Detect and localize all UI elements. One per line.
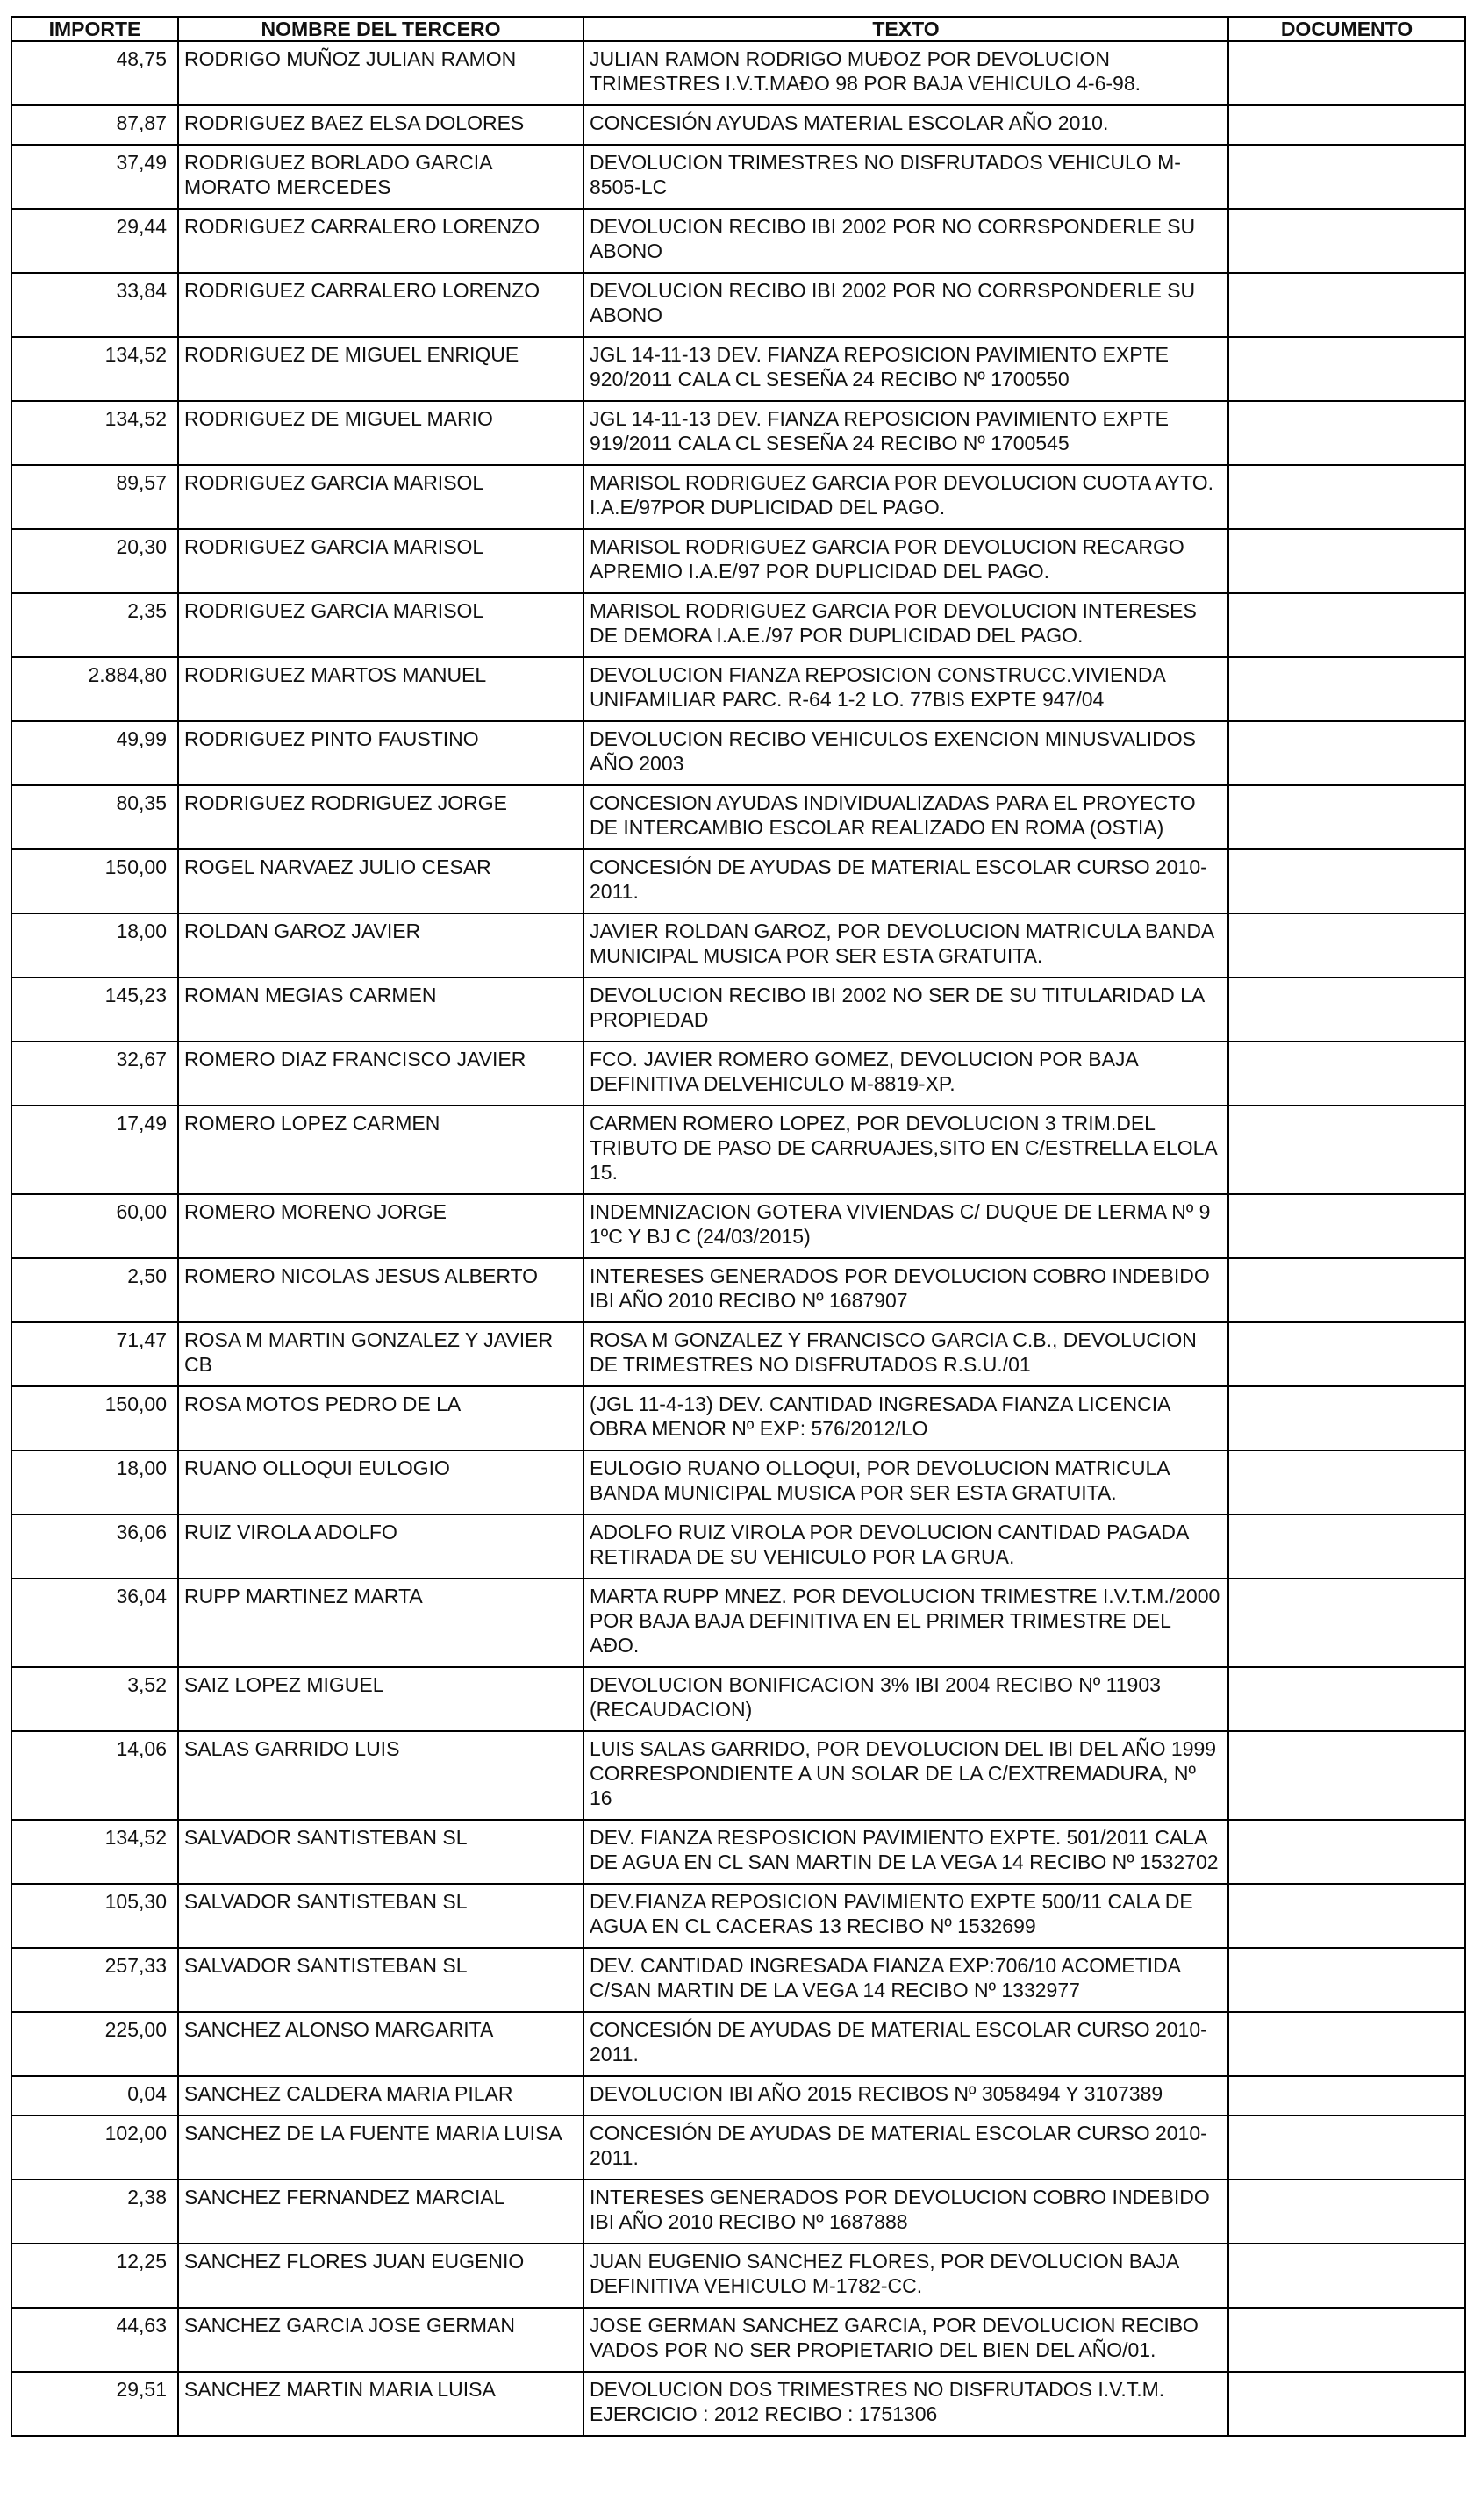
nombre-cell: ROLDAN GAROZ JAVIER [178, 913, 583, 977]
importe-cell: 0,04 [11, 2076, 178, 2116]
nombre-cell: SANCHEZ GARCIA JOSE GERMAN [178, 2308, 583, 2372]
table-row [11, 1884, 1465, 1948]
table-row [11, 209, 1465, 273]
texto-cell: ROSA M GONZALEZ Y FRANCISCO GARCIA C.B., DEVOLUCION DE TRIMESTRES NO DISFRUTADOS R.S.U./01 [583, 1322, 1228, 1386]
nombre-cell: SANCHEZ FLORES JUAN EUGENIO [178, 2244, 583, 2308]
nombre-cell: SALAS GARRIDO LUIS [178, 1731, 583, 1820]
importe-cell: 87,87 [11, 105, 178, 145]
table-row [11, 2180, 1465, 2244]
nombre-cell: SALVADOR SANTISTEBAN SL [178, 1820, 583, 1884]
importe-cell: 3,52 [11, 1667, 178, 1731]
nombre-cell: SANCHEZ ALONSO MARGARITA [178, 2012, 583, 2076]
documento-cell [1228, 1194, 1465, 1258]
nombre-cell: RODRIGUEZ DE MIGUEL ENRIQUE [178, 337, 583, 401]
texto-cell: DEVOLUCION RECIBO VEHICULOS EXENCION MINUSVALIDOS AÑO 2003 [583, 721, 1228, 785]
importe-cell: 32,67 [11, 1042, 178, 1106]
documento-cell [1228, 593, 1465, 657]
documento-cell [1228, 41, 1465, 105]
table-row [11, 721, 1465, 785]
importe-cell: 36,04 [11, 1579, 178, 1667]
nombre-cell: SANCHEZ CALDERA MARIA PILAR [178, 2076, 583, 2116]
texto-cell: DEVOLUCION RECIBO IBI 2002 POR NO CORRSPONDERLE SU ABONO [583, 273, 1228, 337]
texto-cell: CONCESIÓN DE AYUDAS DE MATERIAL ESCOLAR CURSO 2010-2011. [583, 2116, 1228, 2180]
table-row [11, 593, 1465, 657]
records-table [11, 16, 1466, 2437]
texto-cell: MARTA RUPP MNEZ. POR DEVOLUCION TRIMESTRE I.V.T.M./2000 POR BAJA BAJA DEFINITIVA EN EL PRIMER TRIMESTRE DEL AĐO. [583, 1579, 1228, 1667]
table-row [11, 401, 1465, 465]
table-row [11, 1194, 1465, 1258]
importe-cell: 12,25 [11, 2244, 178, 2308]
importe-cell: 49,99 [11, 721, 178, 785]
nombre-cell: RODRIGO MUÑOZ JULIAN RAMON [178, 41, 583, 105]
documento-cell [1228, 1450, 1465, 1514]
documento-cell [1228, 1884, 1465, 1948]
importe-cell: 71,47 [11, 1322, 178, 1386]
texto-cell: MARISOL RODRIGUEZ GARCIA POR DEVOLUCION CUOTA AYTO. I.A.E/97POR DUPLICIDAD DEL PAGO. [583, 465, 1228, 529]
documento-cell [1228, 1579, 1465, 1667]
nombre-cell: RODRIGUEZ GARCIA MARISOL [178, 465, 583, 529]
table-row [11, 2308, 1465, 2372]
importe-cell: 89,57 [11, 465, 178, 529]
importe-cell: 29,51 [11, 2372, 178, 2436]
table-row [11, 1450, 1465, 1514]
texto-cell: LUIS SALAS GARRIDO, POR DEVOLUCION DEL IBI DEL AÑO 1999 CORRESPONDIENTE A UN SOLAR DE LA C/EXTREMADURA, Nº 16 [583, 1731, 1228, 1820]
importe-cell: 80,35 [11, 785, 178, 849]
documento-cell [1228, 721, 1465, 785]
header-nombre: NOMBRE DEL TERCERO [178, 17, 583, 41]
table-row [11, 465, 1465, 529]
nombre-cell: RODRIGUEZ RODRIGUEZ JORGE [178, 785, 583, 849]
texto-cell: CARMEN ROMERO LOPEZ, POR DEVOLUCION 3 TRIM.DEL TRIBUTO DE PASO DE CARRUAJES,SITO EN C/ESTRELLA ELOLA 15. [583, 1106, 1228, 1194]
importe-cell: 150,00 [11, 849, 178, 913]
documento-cell [1228, 1258, 1465, 1322]
texto-cell: JAVIER ROLDAN GAROZ, POR DEVOLUCION MATRICULA BANDA MUNICIPAL MUSICA POR SER ESTA GRATUITA. [583, 913, 1228, 977]
documento-cell [1228, 209, 1465, 273]
documento-cell [1228, 401, 1465, 465]
importe-cell: 2,35 [11, 593, 178, 657]
table-row [11, 1667, 1465, 1731]
documento-cell [1228, 273, 1465, 337]
nombre-cell: RODRIGUEZ MARTOS MANUEL [178, 657, 583, 721]
table-row [11, 2116, 1465, 2180]
documento-cell [1228, 2116, 1465, 2180]
nombre-cell: SALVADOR SANTISTEBAN SL [178, 1884, 583, 1948]
importe-cell: 14,06 [11, 1731, 178, 1820]
table-row [11, 1386, 1465, 1450]
nombre-cell: RODRIGUEZ BORLADO GARCIA MORATO MERCEDES [178, 145, 583, 209]
importe-cell: 37,49 [11, 145, 178, 209]
importe-cell: 36,06 [11, 1514, 178, 1579]
texto-cell: MARISOL RODRIGUEZ GARCIA POR DEVOLUCION RECARGO APREMIO I.A.E/97 POR DUPLICIDAD DEL PAGO. [583, 529, 1228, 593]
nombre-cell: RODRIGUEZ GARCIA MARISOL [178, 593, 583, 657]
importe-cell: 29,44 [11, 209, 178, 273]
importe-cell: 102,00 [11, 2116, 178, 2180]
texto-cell: (JGL 11-4-13) DEV. CANTIDAD INGRESADA FIANZA LICENCIA OBRA MENOR Nº EXP: 576/2012/LO [583, 1386, 1228, 1450]
texto-cell: CONCESIÓN DE AYUDAS DE MATERIAL ESCOLAR CURSO 2010-2011. [583, 849, 1228, 913]
table-row [11, 657, 1465, 721]
nombre-cell: RODRIGUEZ GARCIA MARISOL [178, 529, 583, 593]
texto-cell: INDEMNIZACION GOTERA VIVIENDAS C/ DUQUE DE LERMA Nº 9 1ºC Y BJ C (24/03/2015) [583, 1194, 1228, 1258]
importe-cell: 150,00 [11, 1386, 178, 1450]
table-row [11, 2076, 1465, 2116]
nombre-cell: RUPP MARTINEZ MARTA [178, 1579, 583, 1667]
table-row [11, 337, 1465, 401]
table-row [11, 529, 1465, 593]
documento-cell [1228, 1514, 1465, 1579]
nombre-cell: ROSA M MARTIN GONZALEZ Y JAVIER CB [178, 1322, 583, 1386]
texto-cell: DEV.FIANZA REPOSICION PAVIMIENTO EXPTE 500/11 CALA DE AGUA EN CL CACERAS 13 RECIBO Nº 1532699 [583, 1884, 1228, 1948]
documento-cell [1228, 465, 1465, 529]
table-row [11, 785, 1465, 849]
documento-cell [1228, 145, 1465, 209]
importe-cell: 2,50 [11, 1258, 178, 1322]
nombre-cell: RUIZ VIROLA ADOLFO [178, 1514, 583, 1579]
importe-cell: 134,52 [11, 1820, 178, 1884]
texto-cell: DEVOLUCION RECIBO IBI 2002 NO SER DE SU TITULARIDAD LA PROPIEDAD [583, 977, 1228, 1042]
documento-cell [1228, 785, 1465, 849]
table-row [11, 1514, 1465, 1579]
table-row [11, 1948, 1465, 2012]
texto-cell: DEVOLUCION FIANZA REPOSICION CONSTRUCC.VIVIENDA UNIFAMILIAR PARC. R-64 1-2 LO. 77BIS EXPTE 947/04 [583, 657, 1228, 721]
nombre-cell: ROMAN MEGIAS CARMEN [178, 977, 583, 1042]
nombre-cell: SANCHEZ DE LA FUENTE MARIA LUISA [178, 2116, 583, 2180]
texto-cell: JOSE GERMAN SANCHEZ GARCIA, POR DEVOLUCION RECIBO VADOS POR NO SER PROPIETARIO DEL BIEN DEL AÑO/01. [583, 2308, 1228, 2372]
table-row [11, 2244, 1465, 2308]
table-row [11, 105, 1465, 145]
documento-cell [1228, 1386, 1465, 1450]
importe-cell: 17,49 [11, 1106, 178, 1194]
header-row [11, 17, 1465, 41]
texto-cell: DEV. CANTIDAD INGRESADA FIANZA EXP:706/10 ACOMETIDA C/SAN MARTIN DE LA VEGA 14 RECIBO Nº 1332977 [583, 1948, 1228, 2012]
table-row [11, 273, 1465, 337]
importe-cell: 134,52 [11, 401, 178, 465]
nombre-cell: SANCHEZ FERNANDEZ MARCIAL [178, 2180, 583, 2244]
texto-cell: DEV. FIANZA RESPOSICION PAVIMIENTO EXPTE. 501/2011 CALA DE AGUA EN CL SAN MARTIN DE LA VEGA 14 RECIBO Nº 1532702 [583, 1820, 1228, 1884]
nombre-cell: RODRIGUEZ CARRALERO LORENZO [178, 209, 583, 273]
nombre-cell: ROSA MOTOS PEDRO DE LA [178, 1386, 583, 1450]
header-texto: TEXTO [583, 17, 1228, 41]
importe-cell: 18,00 [11, 913, 178, 977]
documento-cell [1228, 1667, 1465, 1731]
documento-cell [1228, 1106, 1465, 1194]
documento-cell [1228, 2012, 1465, 2076]
table-row [11, 1042, 1465, 1106]
table-row [11, 2372, 1465, 2436]
nombre-cell: SANCHEZ MARTIN MARIA LUISA [178, 2372, 583, 2436]
nombre-cell: SALVADOR SANTISTEBAN SL [178, 1948, 583, 2012]
table-row [11, 1579, 1465, 1667]
table-row [11, 1820, 1465, 1884]
texto-cell: JGL 14-11-13 DEV. FIANZA REPOSICION PAVIMIENTO EXPTE 920/2011 CALA CL SESEÑA 24 RECIBO Nº 1700550 [583, 337, 1228, 401]
importe-cell: 18,00 [11, 1450, 178, 1514]
texto-cell: EULOGIO RUANO OLLOQUI, POR DEVOLUCION MATRICULA BANDA MUNICIPAL MUSICA POR SER ESTA GRATUITA. [583, 1450, 1228, 1514]
importe-cell: 105,30 [11, 1884, 178, 1948]
documento-cell [1228, 849, 1465, 913]
importe-cell: 20,30 [11, 529, 178, 593]
nombre-cell: ROGEL NARVAEZ JULIO CESAR [178, 849, 583, 913]
nombre-cell: ROMERO MORENO JORGE [178, 1194, 583, 1258]
importe-cell: 134,52 [11, 337, 178, 401]
importe-cell: 2,38 [11, 2180, 178, 2244]
documento-cell [1228, 657, 1465, 721]
nombre-cell: ROMERO DIAZ FRANCISCO JAVIER [178, 1042, 583, 1106]
documento-cell [1228, 2076, 1465, 2116]
table-row [11, 1258, 1465, 1322]
table-row [11, 1106, 1465, 1194]
importe-cell: 145,23 [11, 977, 178, 1042]
documento-cell [1228, 1322, 1465, 1386]
documento-cell [1228, 1820, 1465, 1884]
nombre-cell: RODRIGUEZ BAEZ ELSA DOLORES [178, 105, 583, 145]
nombre-cell: RODRIGUEZ DE MIGUEL MARIO [178, 401, 583, 465]
texto-cell: FCO. JAVIER ROMERO GOMEZ, DEVOLUCION POR BAJA DEFINITIVA DELVEHICULO M-8819-XP. [583, 1042, 1228, 1106]
nombre-cell: ROMERO NICOLAS JESUS ALBERTO [178, 1258, 583, 1322]
table-body [11, 41, 1465, 2436]
texto-cell: JGL 14-11-13 DEV. FIANZA REPOSICION PAVIMIENTO EXPTE 919/2011 CALA CL SESEÑA 24 RECIBO Nº 1700545 [583, 401, 1228, 465]
header-documento: DOCUMENTO [1228, 17, 1465, 41]
texto-cell: JUAN EUGENIO SANCHEZ FLORES, POR DEVOLUCION BAJA DEFINITIVA VEHICULO M-1782-CC. [583, 2244, 1228, 2308]
texto-cell: INTERESES GENERADOS POR DEVOLUCION COBRO INDEBIDO IBI AÑO 2010 RECIBO Nº 1687907 [583, 1258, 1228, 1322]
importe-cell: 225,00 [11, 2012, 178, 2076]
importe-cell: 60,00 [11, 1194, 178, 1258]
texto-cell: ADOLFO RUIZ VIROLA POR DEVOLUCION CANTIDAD PAGADA RETIRADA DE SU VEHICULO POR LA GRUA. [583, 1514, 1228, 1579]
header-importe: IMPORTE [11, 17, 178, 41]
table-row [11, 849, 1465, 913]
nombre-cell: RODRIGUEZ CARRALERO LORENZO [178, 273, 583, 337]
texto-cell: MARISOL RODRIGUEZ GARCIA POR DEVOLUCION INTERESES DE DEMORA I.A.E./97 POR DUPLICIDAD DEL PAGO. [583, 593, 1228, 657]
texto-cell: DEVOLUCION BONIFICACION 3% IBI 2004 RECIBO Nº 11903 (RECAUDACION) [583, 1667, 1228, 1731]
documento-cell [1228, 2244, 1465, 2308]
nombre-cell: SAIZ LOPEZ MIGUEL [178, 1667, 583, 1731]
importe-cell: 44,63 [11, 2308, 178, 2372]
table-row [11, 913, 1465, 977]
table-row [11, 1731, 1465, 1820]
documento-cell [1228, 977, 1465, 1042]
documento-cell [1228, 105, 1465, 145]
documento-cell [1228, 913, 1465, 977]
documento-cell [1228, 2308, 1465, 2372]
documento-cell [1228, 2180, 1465, 2244]
texto-cell: DEVOLUCION TRIMESTRES NO DISFRUTADOS VEHICULO M-8505-LC [583, 145, 1228, 209]
documento-cell [1228, 337, 1465, 401]
texto-cell: CONCESION AYUDAS INDIVIDUALIZADAS PARA EL PROYECTO DE INTERCAMBIO ESCOLAR REALIZADO EN ROMA (OSTIA) [583, 785, 1228, 849]
texto-cell: INTERESES GENERADOS POR DEVOLUCION COBRO INDEBIDO IBI AÑO 2010 RECIBO Nº 1687888 [583, 2180, 1228, 2244]
nombre-cell: ROMERO LOPEZ CARMEN [178, 1106, 583, 1194]
table-row [11, 977, 1465, 1042]
documento-cell [1228, 1948, 1465, 2012]
documento-cell [1228, 529, 1465, 593]
texto-cell: CONCESIÓN AYUDAS MATERIAL ESCOLAR AÑO 2010. [583, 105, 1228, 145]
texto-cell: DEVOLUCION RECIBO IBI 2002 POR NO CORRSPONDERLE SU ABONO [583, 209, 1228, 273]
texto-cell: DEVOLUCION DOS TRIMESTRES NO DISFRUTADOS I.V.T.M. EJERCICIO : 2012 RECIBO : 1751306 [583, 2372, 1228, 2436]
importe-cell: 33,84 [11, 273, 178, 337]
texto-cell: CONCESIÓN DE AYUDAS DE MATERIAL ESCOLAR CURSO 2010-2011. [583, 2012, 1228, 2076]
table-row [11, 145, 1465, 209]
importe-cell: 2.884,80 [11, 657, 178, 721]
importe-cell: 257,33 [11, 1948, 178, 2012]
table-row [11, 2012, 1465, 2076]
documento-cell [1228, 1731, 1465, 1820]
table-row [11, 1322, 1465, 1386]
table-row [11, 41, 1465, 105]
texto-cell: JULIAN RAMON RODRIGO MUĐOZ POR DEVOLUCION TRIMESTRES I.V.T.MAĐO 98 POR BAJA VEHICULO 4-6-98. [583, 41, 1228, 105]
documento-cell [1228, 1042, 1465, 1106]
texto-cell: DEVOLUCION IBI AÑO 2015 RECIBOS Nº 3058494 Y 3107389 [583, 2076, 1228, 2116]
nombre-cell: RODRIGUEZ PINTO FAUSTINO [178, 721, 583, 785]
documento-cell [1228, 2372, 1465, 2436]
nombre-cell: RUANO OLLOQUI EULOGIO [178, 1450, 583, 1514]
importe-cell: 48,75 [11, 41, 178, 105]
